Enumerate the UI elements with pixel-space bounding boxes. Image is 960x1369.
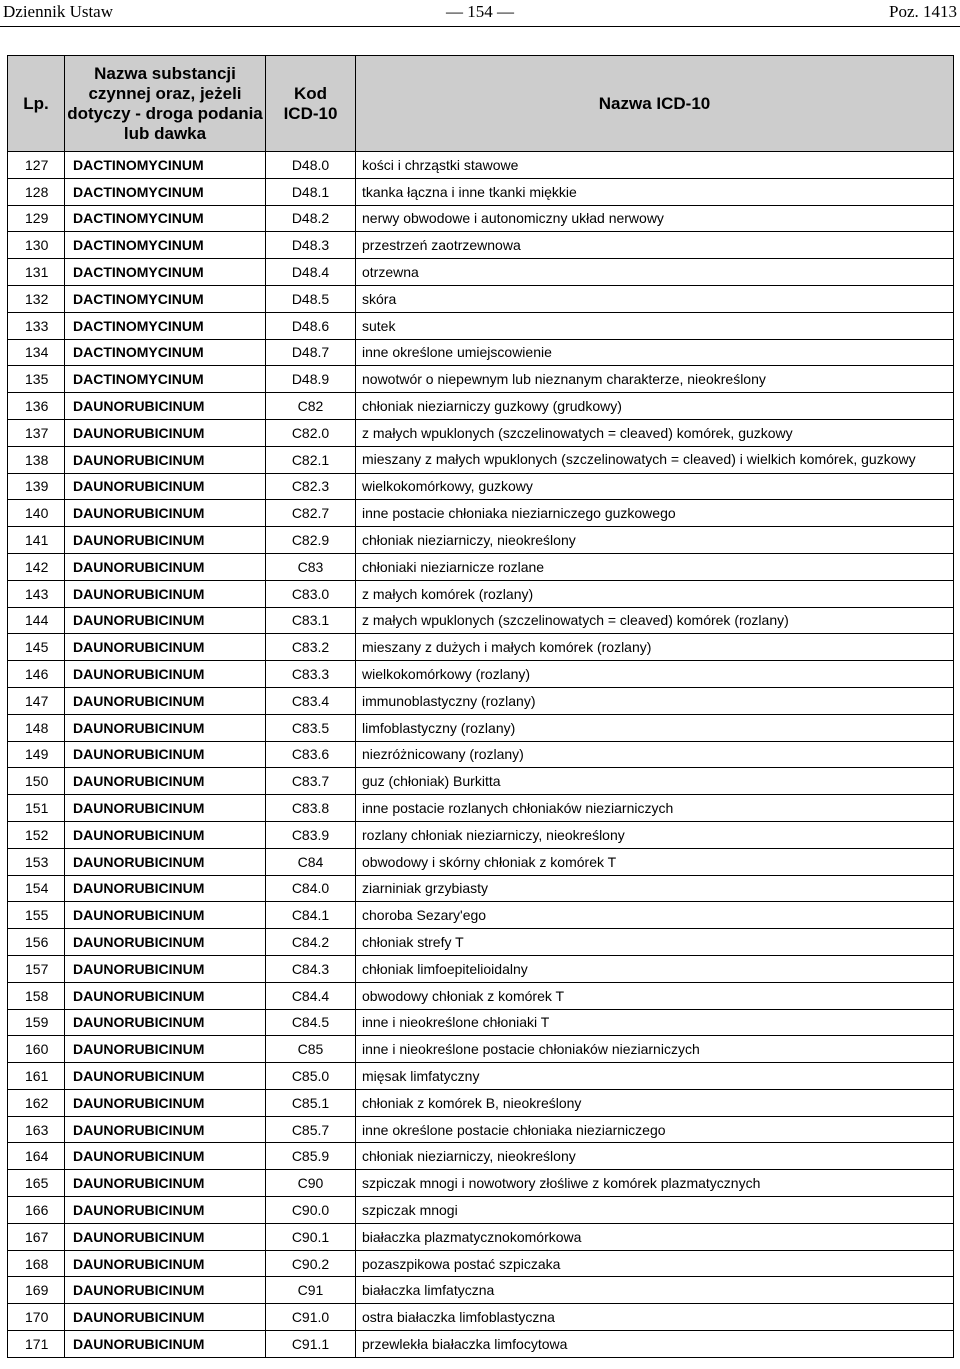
table-row	[8, 1143, 954, 1170]
row-number: 164	[8, 1143, 65, 1170]
row-icd-name: guz (chłoniak) Burkitta	[356, 768, 954, 795]
row-number: 131	[8, 259, 65, 286]
table-row	[8, 1304, 954, 1331]
row-icd-name: inne i nieokreślone postacie chłoniaków nieziarniczych	[356, 1036, 954, 1063]
row-substance: DACTINOMYCINUM	[65, 312, 266, 339]
row-substance: DAUNORUBICINUM	[65, 1143, 266, 1170]
row-icd-name: obwodowy chłoniak z komórek T	[356, 982, 954, 1009]
row-number: 156	[8, 929, 65, 956]
row-substance: DAUNORUBICINUM	[65, 1170, 266, 1197]
row-number: 139	[8, 473, 65, 500]
row-substance: DAUNORUBICINUM	[65, 661, 266, 688]
row-icd-code: C82.9	[266, 527, 356, 554]
table-row	[8, 1036, 954, 1063]
row-icd-code: C83.0	[266, 580, 356, 607]
row-icd-code: C84.5	[266, 1009, 356, 1036]
row-icd-code: D48.6	[266, 312, 356, 339]
row-number: 149	[8, 741, 65, 768]
row-number: 167	[8, 1223, 65, 1250]
row-icd-code: D48.5	[266, 285, 356, 312]
row-icd-code: C82.3	[266, 473, 356, 500]
row-number: 170	[8, 1304, 65, 1331]
row-icd-name: przewlekła białaczka limfocytowa	[356, 1331, 954, 1358]
row-substance: DAUNORUBICINUM	[65, 473, 266, 500]
row-substance: DAUNORUBICINUM	[65, 768, 266, 795]
row-icd-code: C91	[266, 1277, 356, 1304]
row-icd-name: tkanka łączna i inne tkanki miękkie	[356, 178, 954, 205]
row-icd-name: chłoniaki nieziarnicze rozlane	[356, 553, 954, 580]
row-icd-code: C83.1	[266, 607, 356, 634]
row-number: 169	[8, 1277, 65, 1304]
row-icd-code: C85.0	[266, 1063, 356, 1090]
row-substance: DAUNORUBICINUM	[65, 687, 266, 714]
row-icd-name: inne postacie rozlanych chłoniaków nieziarniczych	[356, 795, 954, 822]
row-icd-code: C82.1	[266, 446, 356, 473]
table-row	[8, 259, 954, 286]
row-number: 171	[8, 1331, 65, 1358]
table-row	[8, 1223, 954, 1250]
row-icd-code: C83.7	[266, 768, 356, 795]
row-number: 132	[8, 285, 65, 312]
table-row	[8, 795, 954, 822]
row-substance: DAUNORUBICINUM	[65, 902, 266, 929]
table-row	[8, 687, 954, 714]
column-header-code: Kod ICD-10	[266, 56, 356, 152]
row-substance: DAUNORUBICINUM	[65, 1250, 266, 1277]
row-icd-code: C85.1	[266, 1089, 356, 1116]
row-number: 140	[8, 500, 65, 527]
table-row	[8, 473, 954, 500]
row-icd-name: ziarniniak grzybiasty	[356, 875, 954, 902]
row-icd-name: sutek	[356, 312, 954, 339]
row-number: 141	[8, 527, 65, 554]
table-row	[8, 1250, 954, 1277]
row-icd-code: D48.1	[266, 178, 356, 205]
row-substance: DAUNORUBICINUM	[65, 714, 266, 741]
row-icd-name: rozlany chłoniak nieziarniczy, nieokreślony	[356, 821, 954, 848]
table-row	[8, 312, 954, 339]
table-row	[8, 553, 954, 580]
table-row	[8, 232, 954, 259]
row-icd-code: C85.9	[266, 1143, 356, 1170]
row-icd-name: szpiczak mnogi i nowotwory złośliwe z komórek plazmatycznych	[356, 1170, 954, 1197]
row-icd-code: C84.4	[266, 982, 356, 1009]
row-substance: DAUNORUBICINUM	[65, 1223, 266, 1250]
row-substance: DAUNORUBICINUM	[65, 848, 266, 875]
row-number: 165	[8, 1170, 65, 1197]
row-substance: DAUNORUBICINUM	[65, 500, 266, 527]
table-row	[8, 393, 954, 420]
row-number: 157	[8, 955, 65, 982]
row-icd-name: wielkokomórkowy, guzkowy	[356, 473, 954, 500]
row-substance: DAUNORUBICINUM	[65, 1277, 266, 1304]
row-number: 136	[8, 393, 65, 420]
row-icd-name: z małych wpuklonych (szczelinowatych = cleaved) komórek, guzkowy	[356, 419, 954, 446]
row-substance: DACTINOMYCINUM	[65, 232, 266, 259]
row-icd-code: C83.4	[266, 687, 356, 714]
row-icd-code: C83.9	[266, 821, 356, 848]
row-substance: DAUNORUBICINUM	[65, 982, 266, 1009]
row-icd-name: pozaszpikowa postać szpiczaka	[356, 1250, 954, 1277]
row-icd-code: C83.6	[266, 741, 356, 768]
row-icd-code: C84.1	[266, 902, 356, 929]
table-row	[8, 285, 954, 312]
row-number: 146	[8, 661, 65, 688]
row-icd-name: skóra	[356, 285, 954, 312]
row-icd-name: z małych wpuklonych (szczelinowatych = cleaved) komórek (rozlany)	[356, 607, 954, 634]
row-substance: DAUNORUBICINUM	[65, 634, 266, 661]
row-icd-code: C83.3	[266, 661, 356, 688]
row-icd-code: C90	[266, 1170, 356, 1197]
row-icd-name: immunoblastyczny (rozlany)	[356, 687, 954, 714]
row-substance: DAUNORUBICINUM	[65, 875, 266, 902]
row-number: 152	[8, 821, 65, 848]
row-number: 154	[8, 875, 65, 902]
table-row	[8, 607, 954, 634]
row-icd-name: chłoniak z komórek B, nieokreślony	[356, 1089, 954, 1116]
table-row	[8, 178, 954, 205]
row-icd-name: chłoniak nieziarniczy, nieokreślony	[356, 1143, 954, 1170]
table-row	[8, 848, 954, 875]
row-icd-name: wielkokomórkowy (rozlany)	[356, 661, 954, 688]
row-number: 142	[8, 553, 65, 580]
row-substance: DAUNORUBICINUM	[65, 393, 266, 420]
row-icd-name: z małych komórek (rozlany)	[356, 580, 954, 607]
row-number: 144	[8, 607, 65, 634]
table-row	[8, 929, 954, 956]
row-substance: DACTINOMYCINUM	[65, 205, 266, 232]
table-row	[8, 1170, 954, 1197]
row-icd-name: choroba Sezary'ego	[356, 902, 954, 929]
column-header-name: Nazwa ICD-10	[356, 56, 954, 152]
table-row	[8, 768, 954, 795]
row-icd-code: D48.9	[266, 366, 356, 393]
column-header-lp: Lp.	[8, 56, 65, 152]
row-substance: DAUNORUBICINUM	[65, 1116, 266, 1143]
row-number: 155	[8, 902, 65, 929]
table-row	[8, 1277, 954, 1304]
row-icd-name: chłoniak nieziarniczy, nieokreślony	[356, 527, 954, 554]
table-row	[8, 527, 954, 554]
row-number: 163	[8, 1116, 65, 1143]
row-substance: DAUNORUBICINUM	[65, 955, 266, 982]
row-substance: DAUNORUBICINUM	[65, 580, 266, 607]
row-number: 166	[8, 1197, 65, 1224]
row-icd-code: C83.5	[266, 714, 356, 741]
row-icd-code: D48.3	[266, 232, 356, 259]
row-substance: DAUNORUBICINUM	[65, 553, 266, 580]
row-icd-code: C90.0	[266, 1197, 356, 1224]
row-icd-code: C82.7	[266, 500, 356, 527]
row-icd-code: D48.7	[266, 339, 356, 366]
row-substance: DACTINOMYCINUM	[65, 366, 266, 393]
row-icd-name: chłoniak nieziarniczy guzkowy (grudkowy)	[356, 393, 954, 420]
row-substance: DAUNORUBICINUM	[65, 795, 266, 822]
row-substance: DAUNORUBICINUM	[65, 1036, 266, 1063]
row-substance: DAUNORUBICINUM	[65, 1197, 266, 1224]
table-header-row	[8, 56, 954, 152]
table-row	[8, 419, 954, 446]
page-header	[0, 0, 960, 27]
row-number: 161	[8, 1063, 65, 1090]
row-substance: DAUNORUBICINUM	[65, 741, 266, 768]
row-icd-name: inne postacie chłoniaka nieziarniczego guzkowego	[356, 500, 954, 527]
row-number: 127	[8, 152, 65, 179]
row-substance: DAUNORUBICINUM	[65, 1304, 266, 1331]
row-icd-name: mięsak limfatyczny	[356, 1063, 954, 1090]
row-icd-code: C91.0	[266, 1304, 356, 1331]
row-number: 159	[8, 1009, 65, 1036]
column-header-substance: Nazwa substancji czynnej oraz, jeżeli dotyczy - droga podania lub dawka	[65, 56, 266, 152]
table-row	[8, 634, 954, 661]
row-icd-name: białaczka plazmatycznokomórkowa	[356, 1223, 954, 1250]
row-substance: DACTINOMYCINUM	[65, 152, 266, 179]
row-substance: DAUNORUBICINUM	[65, 1331, 266, 1358]
row-number: 128	[8, 178, 65, 205]
row-number: 137	[8, 419, 65, 446]
row-number: 145	[8, 634, 65, 661]
row-number: 129	[8, 205, 65, 232]
row-icd-name: nowotwór o niepewnym lub nieznanym charakterze, nieokreślony	[356, 366, 954, 393]
row-number: 147	[8, 687, 65, 714]
row-number: 143	[8, 580, 65, 607]
row-icd-name: chłoniak strefy T	[356, 929, 954, 956]
row-icd-code: C90.1	[266, 1223, 356, 1250]
row-icd-name: kości i chrząstki stawowe	[356, 152, 954, 179]
table-row	[8, 1197, 954, 1224]
row-icd-code: C84.3	[266, 955, 356, 982]
row-substance: DAUNORUBICINUM	[65, 527, 266, 554]
table-row	[8, 1009, 954, 1036]
row-icd-code: C84	[266, 848, 356, 875]
row-icd-code: D48.0	[266, 152, 356, 179]
row-icd-code: C85	[266, 1036, 356, 1063]
row-icd-name: otrzewna	[356, 259, 954, 286]
row-number: 151	[8, 795, 65, 822]
row-number: 160	[8, 1036, 65, 1063]
table-row	[8, 205, 954, 232]
row-icd-code: C82	[266, 393, 356, 420]
row-number: 138	[8, 446, 65, 473]
row-substance: DAUNORUBICINUM	[65, 419, 266, 446]
row-icd-code: C84.0	[266, 875, 356, 902]
row-substance: DACTINOMYCINUM	[65, 285, 266, 312]
table-row	[8, 1331, 954, 1358]
row-icd-name: ostra białaczka limfoblastyczna	[356, 1304, 954, 1331]
row-icd-name: przestrzeń zaotrzewnowa	[356, 232, 954, 259]
row-substance: DAUNORUBICINUM	[65, 929, 266, 956]
position-number: Poz. 1413	[889, 2, 957, 21]
row-number: 158	[8, 982, 65, 1009]
table-row	[8, 955, 954, 982]
row-number: 162	[8, 1089, 65, 1116]
table-row	[8, 902, 954, 929]
journal-title: Dziennik Ustaw	[3, 2, 114, 21]
table-row	[8, 1063, 954, 1090]
table-row	[8, 152, 954, 179]
row-substance: DAUNORUBICINUM	[65, 1063, 266, 1090]
row-number: 168	[8, 1250, 65, 1277]
row-icd-code: C90.2	[266, 1250, 356, 1277]
row-number: 135	[8, 366, 65, 393]
table-row	[8, 339, 954, 366]
table-row	[8, 661, 954, 688]
row-icd-code: C82.0	[266, 419, 356, 446]
table-row	[8, 1116, 954, 1143]
row-substance: DAUNORUBICINUM	[65, 607, 266, 634]
row-icd-name: limfoblastyczny (rozlany)	[356, 714, 954, 741]
table-row	[8, 500, 954, 527]
row-icd-code: C84.2	[266, 929, 356, 956]
row-substance: DACTINOMYCINUM	[65, 178, 266, 205]
row-icd-name: niezróżnicowany (rozlany)	[356, 741, 954, 768]
table-body	[8, 152, 954, 1358]
table-row	[8, 580, 954, 607]
table-row	[8, 982, 954, 1009]
row-icd-name: szpiczak mnogi	[356, 1197, 954, 1224]
row-substance: DAUNORUBICINUM	[65, 1009, 266, 1036]
table-row	[8, 821, 954, 848]
row-number: 133	[8, 312, 65, 339]
row-substance: DAUNORUBICINUM	[65, 1089, 266, 1116]
row-number: 148	[8, 714, 65, 741]
row-icd-name: inne określone umiejscowienie	[356, 339, 954, 366]
row-substance: DAUNORUBICINUM	[65, 821, 266, 848]
table-row	[8, 366, 954, 393]
row-icd-name: inne określone postacie chłoniaka nieziarniczego	[356, 1116, 954, 1143]
table-row	[8, 875, 954, 902]
row-icd-name: mieszany z małych wpuklonych (szczelinowatych = cleaved) i wielkich komórek, guzkowy	[356, 446, 954, 473]
row-number: 153	[8, 848, 65, 875]
table-row	[8, 1089, 954, 1116]
row-icd-name: białaczka limfatyczna	[356, 1277, 954, 1304]
row-icd-code: C91.1	[266, 1331, 356, 1358]
row-icd-code: C83.2	[266, 634, 356, 661]
table-row	[8, 446, 954, 473]
row-number: 150	[8, 768, 65, 795]
row-substance: DAUNORUBICINUM	[65, 446, 266, 473]
row-number: 134	[8, 339, 65, 366]
row-icd-code: D48.2	[266, 205, 356, 232]
row-substance: DACTINOMYCINUM	[65, 259, 266, 286]
table-row	[8, 714, 954, 741]
row-icd-code: C83.8	[266, 795, 356, 822]
table-row	[8, 741, 954, 768]
row-substance: DACTINOMYCINUM	[65, 339, 266, 366]
row-icd-name: obwodowy i skórny chłoniak z komórek T	[356, 848, 954, 875]
row-icd-name: inne i nieokreślone chłoniaki T	[356, 1009, 954, 1036]
row-icd-name: chłoniak limfoepitelioidalny	[356, 955, 954, 982]
row-icd-name: mieszany z dużych i małych komórek (rozlany)	[356, 634, 954, 661]
row-icd-code: D48.4	[266, 259, 356, 286]
row-number: 130	[8, 232, 65, 259]
row-icd-name: nerwy obwodowe i autonomiczny układ nerwowy	[356, 205, 954, 232]
icd-table	[7, 55, 954, 1358]
row-icd-code: C85.7	[266, 1116, 356, 1143]
page-number: — 154 —	[446, 2, 514, 21]
row-icd-code: C83	[266, 553, 356, 580]
